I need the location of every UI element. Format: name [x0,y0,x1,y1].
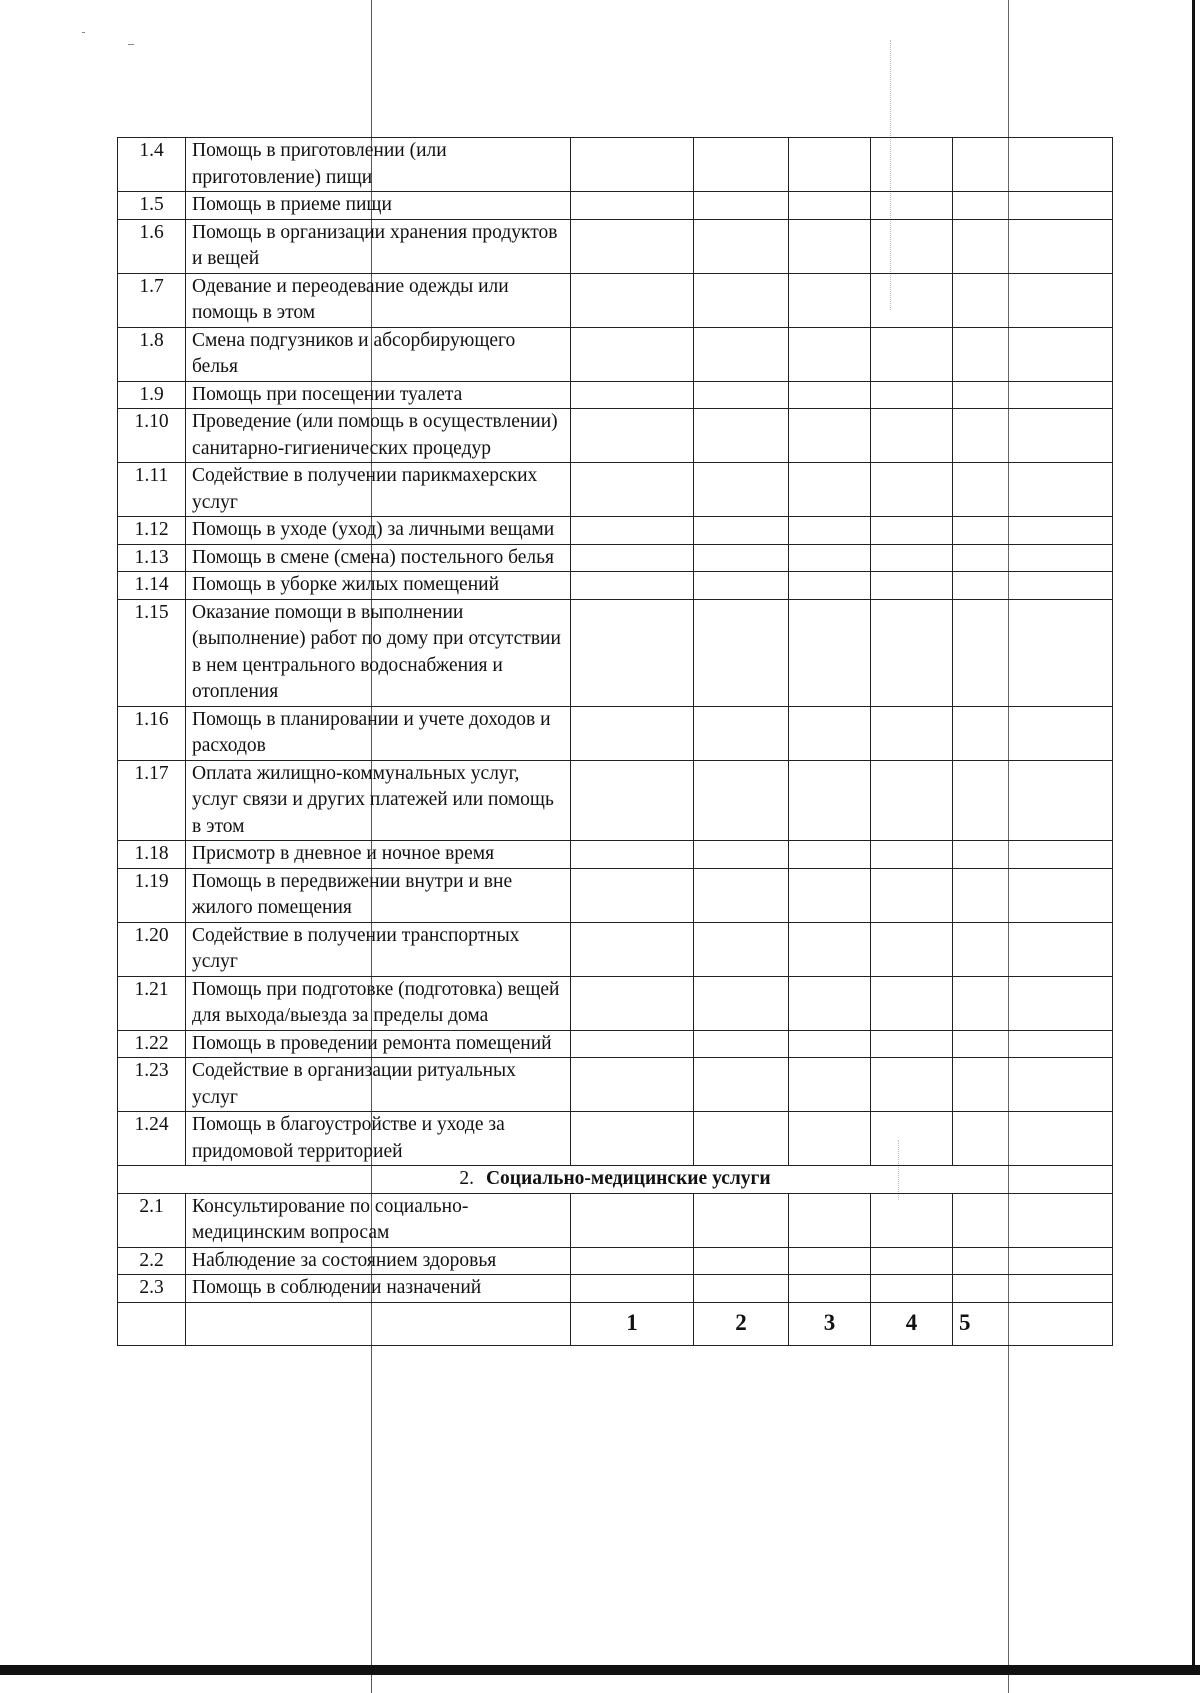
row-number: 1.5 [118,192,186,220]
empty-cell [571,599,694,706]
empty-cell [871,868,953,922]
empty-cell [789,868,871,922]
table-row [118,1247,1113,1275]
row-number: 1.4 [118,138,186,192]
empty-cell [871,1058,953,1112]
empty-cell [789,1247,871,1275]
empty-cell [953,192,1113,220]
empty-cell [953,1058,1113,1112]
row-number: 1.18 [118,841,186,869]
section-heading [118,1166,1113,1194]
service-name: Содействие в получении транспортных услуг [186,922,571,976]
service-name: Помощь в уходе (уход) за личными вещами [186,517,571,545]
empty-cell [871,599,953,706]
section-header-row [118,1166,1113,1194]
empty-cell [789,1112,871,1166]
table-row [118,706,1113,760]
service-name: Помощь в проведении ремонта помещений [186,1030,571,1058]
empty-cell [789,572,871,600]
row-number: 1.21 [118,976,186,1030]
empty-cell [871,517,953,545]
empty-cell [571,760,694,841]
empty-cell [953,219,1113,273]
service-name: Помощь в передвижении внутри и вне жилого помещения [186,868,571,922]
services-table [117,137,1113,1346]
service-name: Содействие в получении парикмахерских услуг [186,463,571,517]
table-row [118,192,1113,220]
empty-cell [694,409,789,463]
empty-cell [871,1112,953,1166]
empty-cell [789,976,871,1030]
empty-cell [871,409,953,463]
table-row [118,544,1113,572]
empty-cell [871,841,953,869]
empty-cell [571,517,694,545]
table-row [118,273,1113,327]
empty-cell [953,1275,1113,1303]
empty-cell [571,572,694,600]
empty-cell [953,922,1113,976]
empty-cell [871,192,953,220]
empty-cell [694,1030,789,1058]
service-name: Помощь при посещении туалета [186,381,571,409]
service-name: Содействие в организации ритуальных услуг [186,1058,571,1112]
service-name: Помощь в соблюдении назначений [186,1275,571,1303]
empty-cell [871,138,953,192]
empty-cell [953,381,1113,409]
column-number-row [118,1302,1113,1345]
empty-cell [871,760,953,841]
row-number: 1.20 [118,922,186,976]
table-row [118,922,1113,976]
empty-cell [953,599,1113,706]
empty-cell [789,760,871,841]
empty-cell [694,1058,789,1112]
empty-cell [571,409,694,463]
row-number: 1.11 [118,463,186,517]
column-number: 2 [694,1302,789,1345]
row-number: 1.12 [118,517,186,545]
scan-speck [128,44,134,45]
table-row [118,976,1113,1030]
table-row [118,219,1113,273]
empty-cell [694,381,789,409]
empty-cell [571,1112,694,1166]
row-number: 1.14 [118,572,186,600]
empty-cell [953,1193,1113,1247]
service-name: Помощь в уборке жилых помещений [186,572,571,600]
empty-cell [871,381,953,409]
empty-cell [871,219,953,273]
empty-cell [871,1275,953,1303]
column-number: 4 [871,1302,953,1345]
empty-cell [789,1193,871,1247]
empty-cell [953,138,1113,192]
table-row [118,1030,1113,1058]
empty-cell [694,463,789,517]
empty-cell [571,841,694,869]
row-number: 1.19 [118,868,186,922]
empty-cell [871,327,953,381]
column-number: 5 [953,1302,1113,1345]
empty-cell [571,219,694,273]
empty-cell [571,976,694,1030]
empty-cell [571,138,694,192]
service-name: Консультирование по социально-медицинским вопросам [186,1193,571,1247]
services-table-body [118,138,1113,1346]
row-number: 1.6 [118,219,186,273]
empty-cell [571,1058,694,1112]
empty-cell [118,1302,186,1345]
empty-cell [571,922,694,976]
table-row [118,760,1113,841]
empty-cell [789,1030,871,1058]
empty-cell [871,976,953,1030]
empty-cell [953,976,1113,1030]
row-number: 1.22 [118,1030,186,1058]
table-row [118,517,1113,545]
table-row [118,409,1113,463]
empty-cell [694,1112,789,1166]
empty-cell [953,1030,1113,1058]
empty-cell [789,381,871,409]
empty-cell [789,327,871,381]
empty-cell [694,1275,789,1303]
empty-cell [571,1030,694,1058]
empty-cell [789,1058,871,1112]
empty-cell [694,1247,789,1275]
empty-cell [694,706,789,760]
empty-cell [789,599,871,706]
empty-cell [953,327,1113,381]
empty-cell [953,760,1113,841]
row-number: 1.23 [118,1058,186,1112]
empty-cell [953,841,1113,869]
empty-cell [571,463,694,517]
empty-cell [571,868,694,922]
empty-cell [871,544,953,572]
empty-cell [789,706,871,760]
section-title: Социально-медицинские услуги [485,1168,771,1189]
table-row [118,1058,1113,1112]
row-number: 2.3 [118,1275,186,1303]
service-name: Оплата жилищно-коммунальных услуг, услуг связи и других платежей или помощь в этом [186,760,571,841]
row-number: 1.9 [118,381,186,409]
empty-cell [789,922,871,976]
service-name: Помощь в организации хранения продуктов и вещей [186,219,571,273]
empty-cell [571,273,694,327]
empty-cell [789,841,871,869]
empty-cell [694,841,789,869]
empty-cell [789,409,871,463]
service-name: Присмотр в дневное и ночное время [186,841,571,869]
empty-cell [694,273,789,327]
service-name: Помощь в приеме пищи [186,192,571,220]
page-right-edge [1192,0,1195,1675]
empty-cell [953,463,1113,517]
empty-cell [571,1275,694,1303]
empty-cell [694,922,789,976]
empty-cell [694,976,789,1030]
scan-speck [82,32,85,33]
empty-cell [694,1193,789,1247]
empty-cell [694,868,789,922]
empty-cell [694,572,789,600]
empty-cell [953,409,1113,463]
row-number: 1.13 [118,544,186,572]
table-row [118,327,1113,381]
empty-cell [694,192,789,220]
service-name: Помощь в планировании и учете доходов и расходов [186,706,571,760]
service-name: Помощь в благоустройстве и уходе за придомовой территорией [186,1112,571,1166]
empty-cell [953,273,1113,327]
service-name: Оказание помощи в выполнении (выполнение) работ по дому при отсутствии в нем центрального водоснабжения и отопления [186,599,571,706]
service-name: Одевание и переодевание одежды или помощь в этом [186,273,571,327]
row-number: 1.8 [118,327,186,381]
empty-cell [694,219,789,273]
row-number: 1.15 [118,599,186,706]
empty-cell [571,192,694,220]
row-number: 1.17 [118,760,186,841]
row-number: 1.7 [118,273,186,327]
row-number: 2.1 [118,1193,186,1247]
empty-cell [571,706,694,760]
empty-cell [871,463,953,517]
empty-cell [953,1112,1113,1166]
column-number: 3 [789,1302,871,1345]
service-name: Помощь при подготовке (подготовка) вещей для выхода/выезда за пределы дома [186,976,571,1030]
empty-cell [694,544,789,572]
service-name: Помощь в смене (смена) постельного белья [186,544,571,572]
empty-cell [953,868,1113,922]
table-row [118,1193,1113,1247]
empty-cell [789,273,871,327]
empty-cell [789,1275,871,1303]
table-row [118,463,1113,517]
empty-cell [571,327,694,381]
empty-cell [694,599,789,706]
section-number: 2. [459,1168,474,1189]
empty-cell [186,1302,571,1345]
table-row [118,1112,1113,1166]
empty-cell [871,1193,953,1247]
service-name: Помощь в приготовлении (или приготовление) пищи [186,138,571,192]
empty-cell [871,706,953,760]
empty-cell [789,517,871,545]
service-name: Проведение (или помощь в осуществлении) санитарно-гигиенических процедур [186,409,571,463]
empty-cell [571,381,694,409]
empty-cell [571,1193,694,1247]
table-row [118,572,1113,600]
empty-cell [694,517,789,545]
row-number: 1.16 [118,706,186,760]
empty-cell [871,273,953,327]
table-row [118,1275,1113,1303]
table-row [118,599,1113,706]
table-row [118,381,1113,409]
empty-cell [571,1247,694,1275]
table-row [118,841,1113,869]
empty-cell [871,1030,953,1058]
table-row [118,138,1113,192]
table-row [118,868,1113,922]
empty-cell [871,572,953,600]
empty-cell [789,192,871,220]
empty-cell [789,219,871,273]
row-number: 1.10 [118,409,186,463]
row-number: 2.2 [118,1247,186,1275]
empty-cell [953,544,1113,572]
empty-cell [789,138,871,192]
empty-cell [694,138,789,192]
empty-cell [953,572,1113,600]
empty-cell [694,327,789,381]
service-name: Смена подгузников и абсорбирующего белья [186,327,571,381]
empty-cell [571,544,694,572]
service-name: Наблюдение за состоянием здоровья [186,1247,571,1275]
empty-cell [694,760,789,841]
empty-cell [871,922,953,976]
column-number: 1 [571,1302,694,1345]
empty-cell [789,544,871,572]
empty-cell [953,517,1113,545]
empty-cell [953,706,1113,760]
empty-cell [953,1247,1113,1275]
empty-cell [789,463,871,517]
empty-cell [871,1247,953,1275]
page-bottom-edge [0,1665,1200,1675]
row-number: 1.24 [118,1112,186,1166]
